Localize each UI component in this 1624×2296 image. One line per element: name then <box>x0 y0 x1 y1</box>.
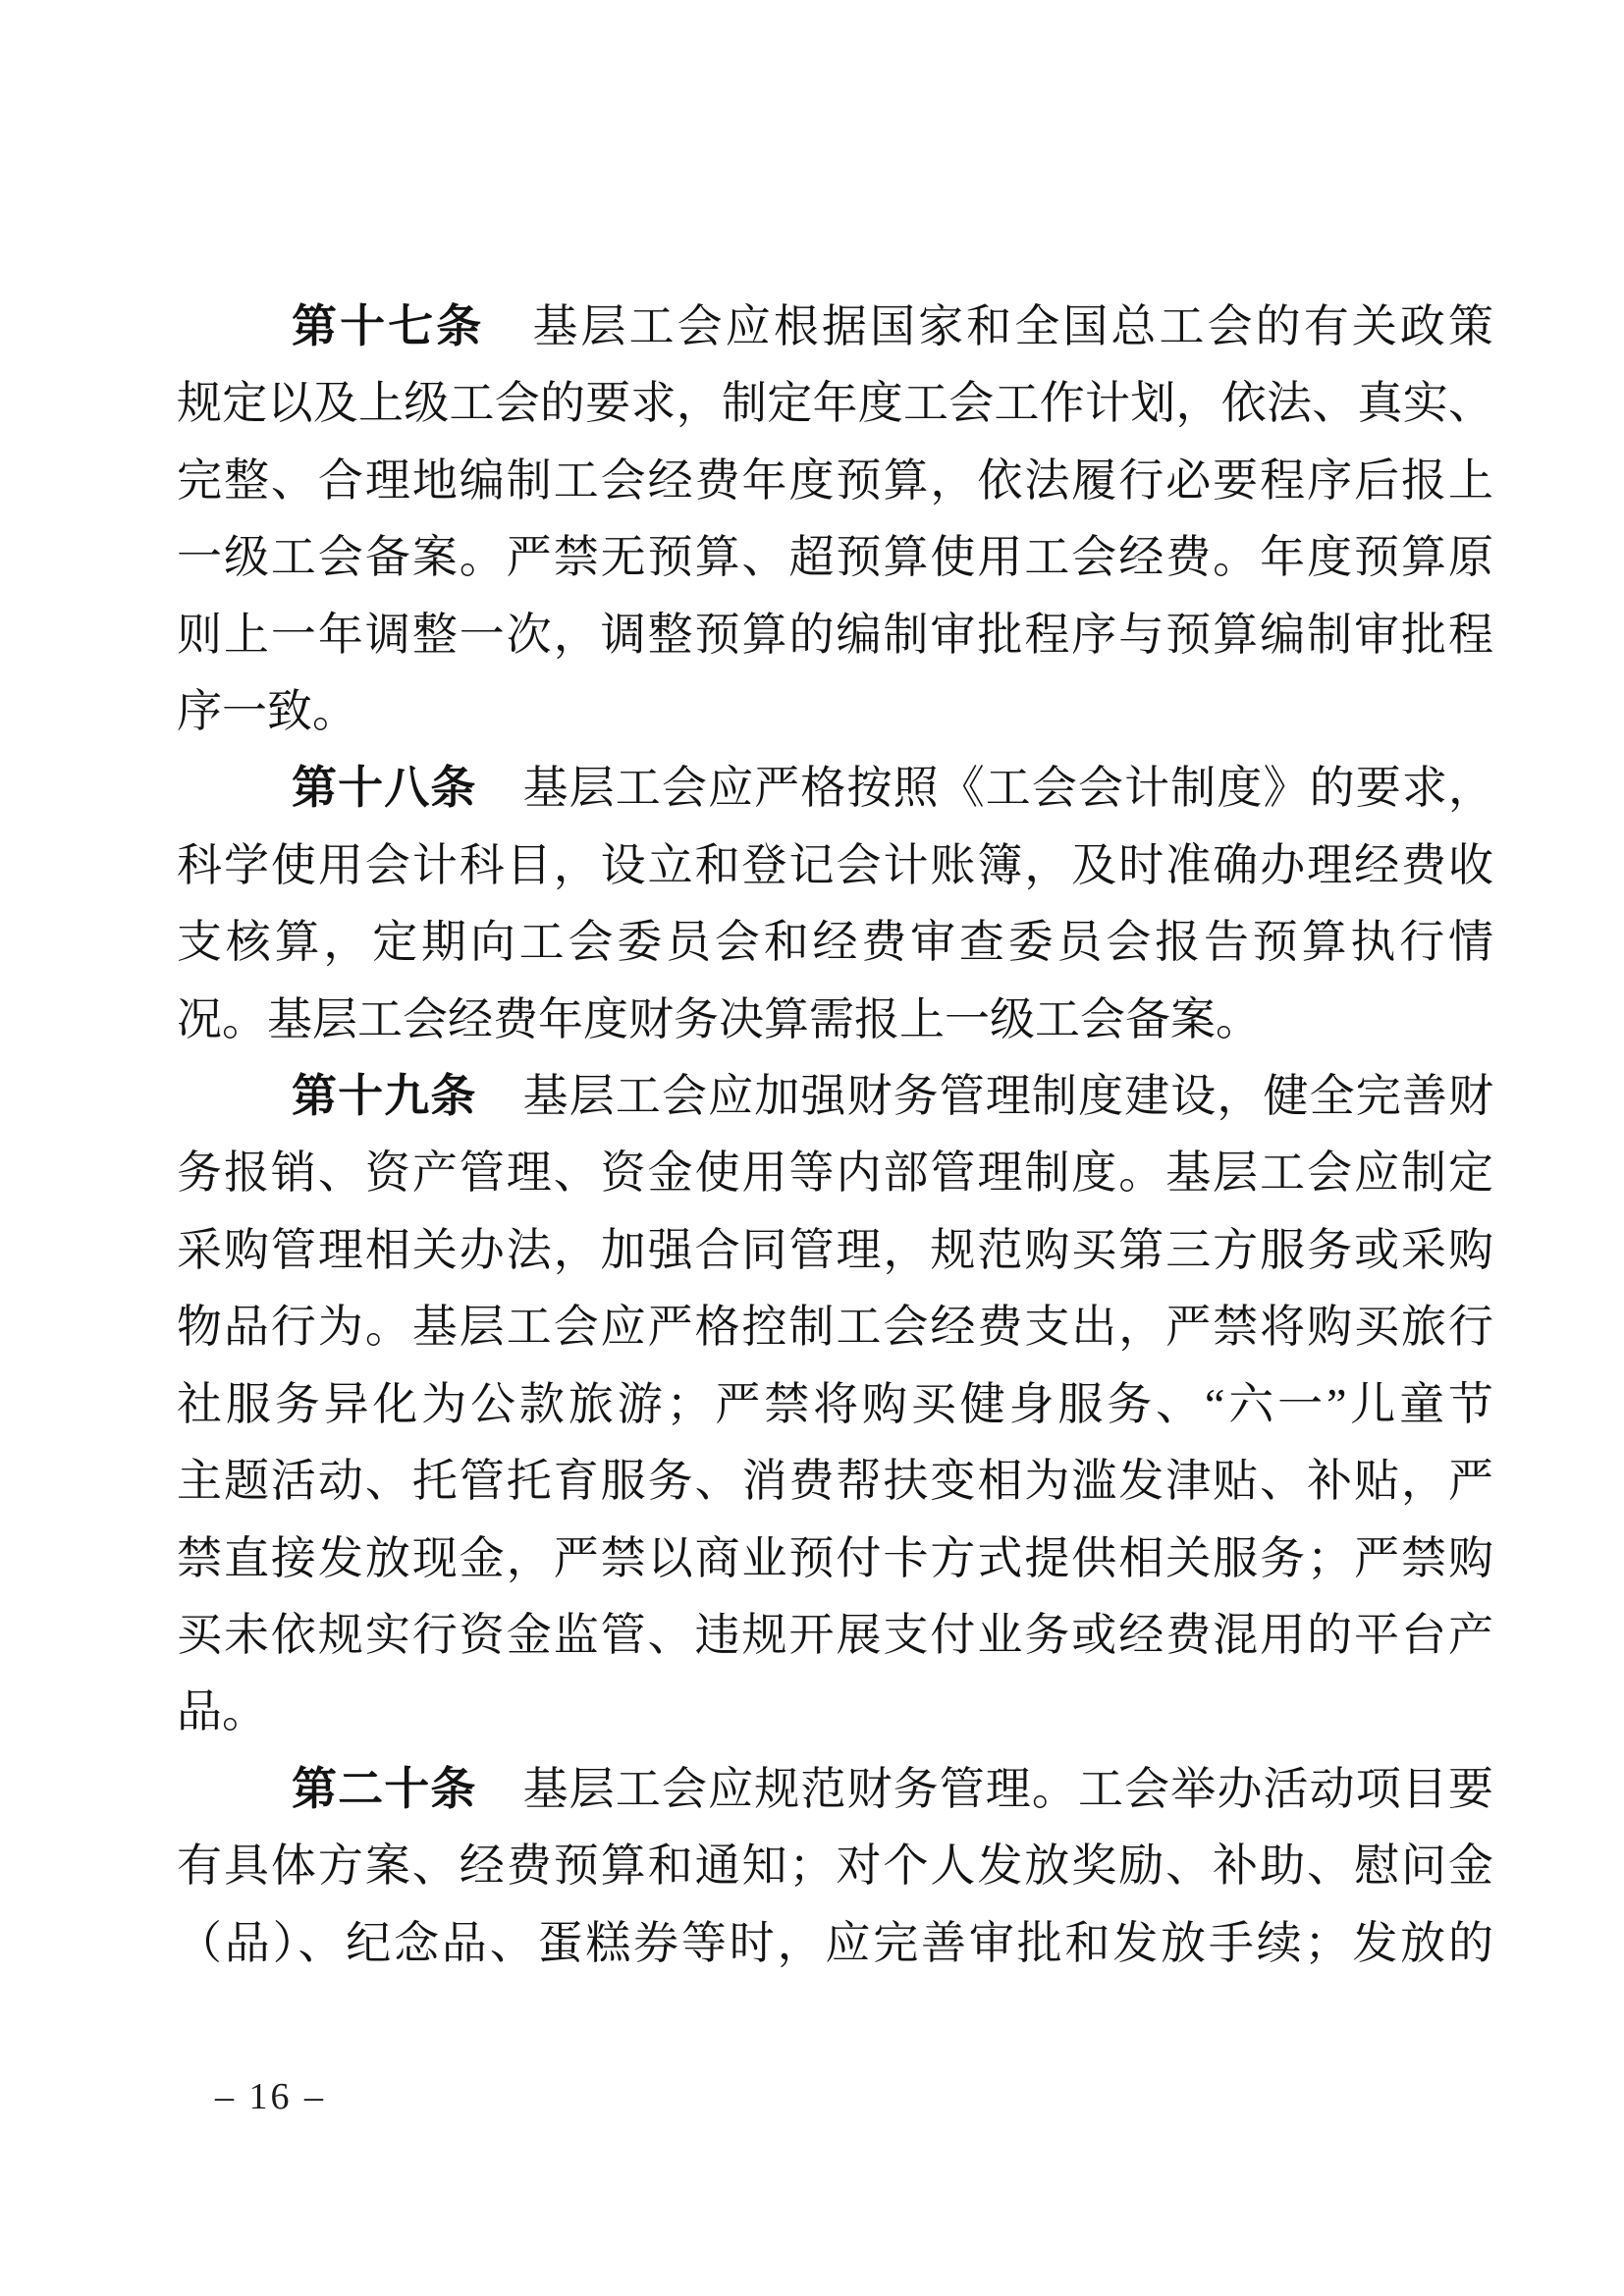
article-heading: 第十九条 <box>292 1071 477 1122</box>
article-paragraph-line: 第二十条 基层工会应规范财务管理。工会举办活动项目要 <box>292 1763 1494 1814</box>
text-line: 支核算，定期向工会委员会和经费审查委员会报告预算执行情 <box>177 917 1493 968</box>
text-line: 完整、合理地编制工会经费年度预算，依法履行必要程序后报上 <box>177 454 1493 506</box>
text-line: 一级工会备案。严禁无预算、超预算使用工会经费。年度预算原 <box>177 532 1493 583</box>
text-line: 有具体方案、经费预算和通知；对个人发放奖励、补助、慰问金 <box>177 1841 1493 1892</box>
text-line: 规定以及上级工会的要求，制定年度工会工作计划，依法、真实、 <box>177 378 1493 429</box>
text-line: 序一致。 <box>177 686 357 737</box>
page-number: – 16 – <box>215 2076 326 2117</box>
text-line: 则上一年调整一次，调整预算的编制审批程序与预算编制审批程 <box>177 609 1493 660</box>
article-heading: 第十七条 <box>292 301 485 351</box>
article-paragraph-line: 第十九条 基层工会应加强财务管理制度建设，健全完善财 <box>292 1071 1494 1122</box>
text-line: 采购管理相关办法，加强合同管理，规范购买第三方服务或采购 <box>177 1224 1493 1275</box>
text-line: 况。基层工会经费年度财务决算需报上一级工会备案。 <box>177 993 1261 1044</box>
text-line: 禁直接发放现金，严禁以商业预付卡方式提供相关服务；严禁购 <box>177 1532 1493 1583</box>
text-line: （品）、纪念品、蛋糕券等时，应完善审批和发放手续；发放的 <box>177 1917 1493 1968</box>
text-line: 买未依规实行资金监管、违规开展支付业务或经费混用的平台产 <box>177 1609 1493 1660</box>
text-line: 主题活动、托管托育服务、消费帮扶变相为滥发津贴、补贴，严 <box>177 1456 1493 1507</box>
article-paragraph-line: 第十八条 基层工会应严格按照《工会会计制度》的要求， <box>292 763 1494 814</box>
text-line: 物品行为。基层工会应严格控制工会经费支出，严禁将购买旅行 <box>177 1302 1493 1353</box>
text-line: 科学使用会计科目，设立和登记会计账簿，及时准确办理经费收 <box>177 839 1493 890</box>
document-lines <box>177 289 1493 1982</box>
article-heading: 第十八条 <box>292 763 477 814</box>
text-line: 品。 <box>177 1686 267 1737</box>
text-line: 社服务异化为公款旅游；严禁将购买健身服务、“六一”儿童节 <box>177 1378 1493 1429</box>
article-paragraph-line: 第十七条 基层工会应根据国家和全国总工会的有关政策 <box>292 301 1494 351</box>
text-line: 务报销、资产管理、资金使用等内部管理制度。基层工会应制定 <box>177 1148 1493 1199</box>
article-heading: 第二十条 <box>292 1763 477 1814</box>
